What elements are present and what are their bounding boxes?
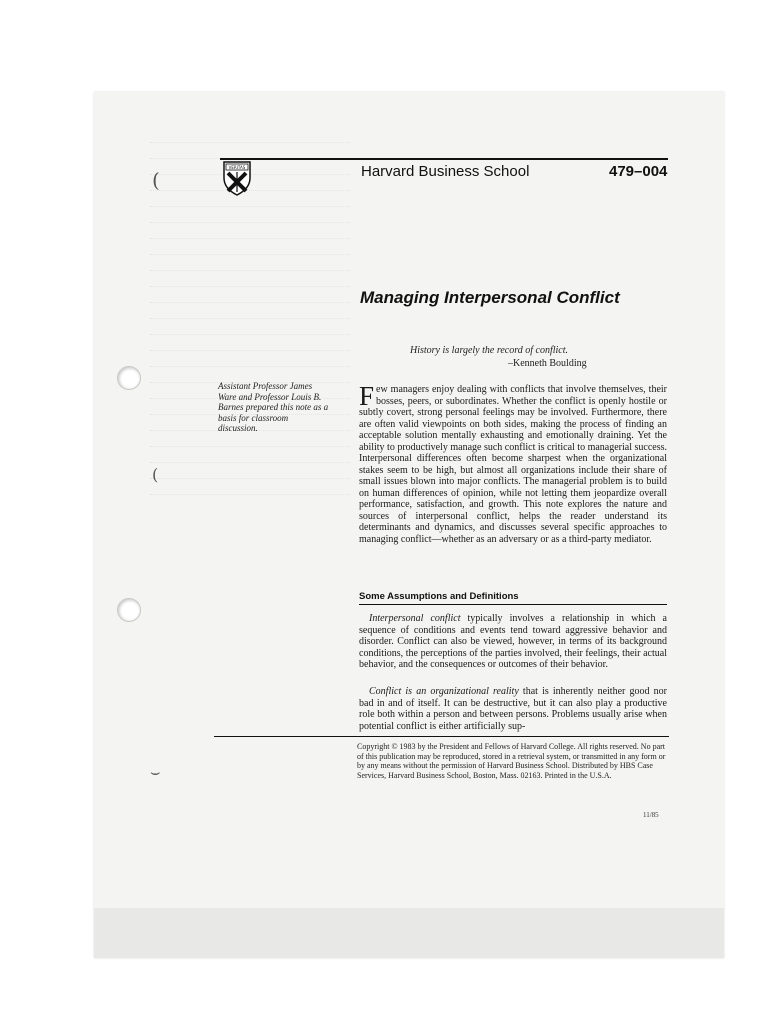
header-rule [220, 158, 668, 160]
reality-lead: Conflict is an organizational reality [369, 686, 519, 697]
scan-shadow-band [94, 908, 724, 958]
shield-logo-text: VERITAS [228, 165, 246, 170]
section-rule [359, 604, 667, 605]
binder-hole-bottom [117, 598, 141, 622]
definition-lead: Interpersonal conflict [369, 613, 461, 624]
section-heading: Some Assumptions and Definitions [359, 591, 519, 602]
intro-text: ew managers enjoy dealing with conflicts that involve themselves, their bosses, peers, or subordinates. Whether the conflict is openly hostile or subtly covert, strong personal feelings may be involved. Furthermore, there are often valid viewpoints on both sides, making the process of finding an acceptable solution mentally exhausting and emotionally draining. Yet the ability to productively manage such conflict is critical to managerial success. Interpersonal differences often become sharpest when the organizational stakes seem to be high, but almost all organizations include their share of small issues blown into major conflicts. The managerial problem is to build on human differences of opinion, while not letting them jeopardize overall performance, satisfaction, and growth. This note explores the nature and sources of interpersonal conflict, helps the reader understand its determinants and dynamics, and discusses several specific approaches to managing conflict—whether as an adversary or as a third-party mediator. [359, 384, 667, 545]
harvard-shield-icon [222, 160, 252, 196]
epigraph-author: –Kenneth Boulding [508, 358, 587, 369]
margin-mark: ⌣ [150, 762, 161, 781]
margin-mark: ( [152, 465, 159, 484]
document-title: Managing Interpersonal Conflict [360, 288, 620, 307]
epigraph-quote: History is largely the record of conflict. [410, 345, 569, 356]
definition-paragraph [359, 613, 667, 671]
author-note: Assistant Professor James Ware and Professor Louis B. Barnes prepared this note as a basis for classroom discussion. [218, 381, 329, 433]
case-number: 479–004 [609, 163, 668, 180]
school-name: Harvard Business School [361, 163, 530, 180]
definition-text: typically involves a relationship in which a sequence of conditions and events tend toward aggressive behavior and disorder. Conflict can also be viewed, however, in terms of its background conditions, the perceptions of the parties involved, their feelings, their actual behavior, and the consequences or outcomes of their behavior. [359, 613, 667, 670]
copyright-notice: Copyright © 1983 by the President and Fellows of Harvard College. All rights reserved. No part of this publication may be reproduced, stored in a retrieval system, or transmitted in any form or by any means without the permission of Harvard Business School. Distributed by HBS Case Services, Harvard Business School, Boston, Mass. 02163. Printed in the U.S.A. [357, 742, 666, 780]
print-date-code: 11/85 [643, 811, 659, 819]
reality-text: that is inherently neither good nor bad in and of itself. It can be destructive, but it can also play a productive role both within a person and between persons. Problems usually arise when potential conflict is either artificially sup- [359, 686, 667, 732]
margin-mark: ( [152, 168, 160, 192]
drop-cap: F [359, 381, 375, 411]
footer-rule [214, 736, 669, 737]
reality-paragraph [359, 686, 667, 732]
binder-hole-top [117, 366, 141, 390]
intro-paragraph [359, 381, 667, 545]
